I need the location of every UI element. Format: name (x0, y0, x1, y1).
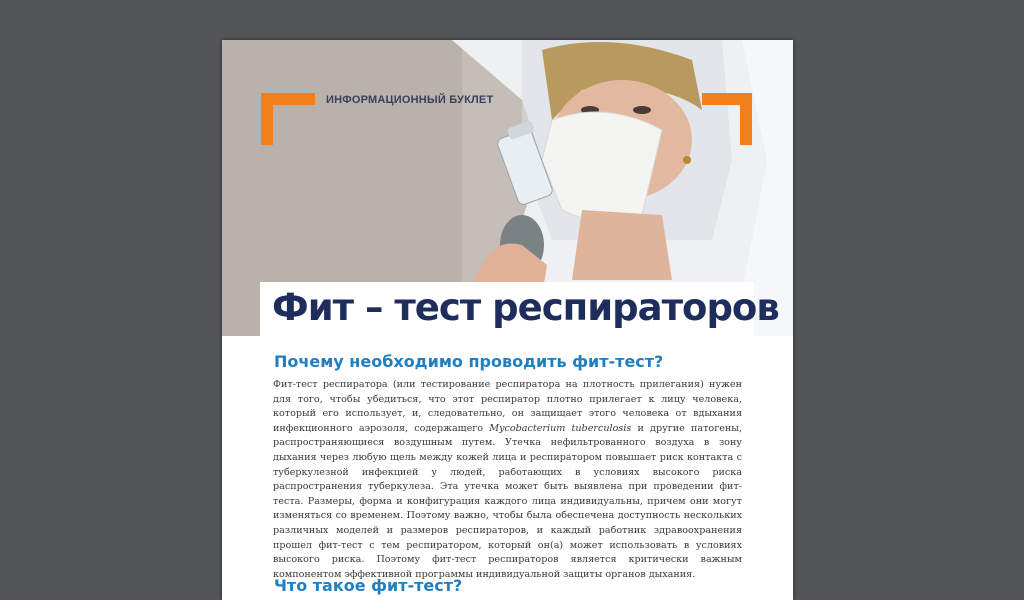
body-italic-term: Mycobacterium tuberculosis (489, 422, 632, 434)
booklet-label: ИНФОРМАЦИОННЫЙ БУКЛЕТ (326, 94, 494, 106)
orange-corner-bracket-right (702, 93, 752, 145)
body-text-part-1: Фит-тест респиратора (или тестирование респиратора на плотность прилегания) нужен для того, чтобы убедиться, что этот респиратор плотно прилегает к лицу человека, который его использует, и, следовательно, он защищает этого человека от вдыхания инфекционного аэрозоля, содержащего (273, 379, 742, 434)
title-box (260, 282, 779, 340)
document-page (222, 40, 793, 600)
section-body-why (273, 378, 742, 582)
section-heading-why: Почему необходимо проводить фит-тест? (274, 352, 664, 371)
section-heading-what: Что такое фит-тест? (274, 576, 463, 595)
body-text-part-2: и другие патогены, распространяющиеся воздушным путем. Утечка нефильтрованного воздуха в зону дыхания через любую щель между кожей лица и респиратором повышает риск контакта с туберкулезной инфекцией у людей, работающих в условиях высокого риска распространения туберкулеза. Эта утечка может быть выявлена при проведении фит-теста. Размеры, форма и конфигурация каждого лица индивидуальны, причем они могут изменяться со временем. Поэтому важно, чтобы была обеспечена доступность нескольких различных моделей и размеров респираторов, и каждый работник здравоохранения прошел фит-тест с тем респиратором, который он(а) может использовать в условиях высокого риска. Поэтому фит-тест респираторов является критически важным компонентом эффективной программы индивидуальной защиты органов дыхания. (273, 422, 742, 580)
orange-corner-bracket-left (261, 93, 315, 145)
page-title: Фит – тест респираторов (272, 286, 779, 329)
